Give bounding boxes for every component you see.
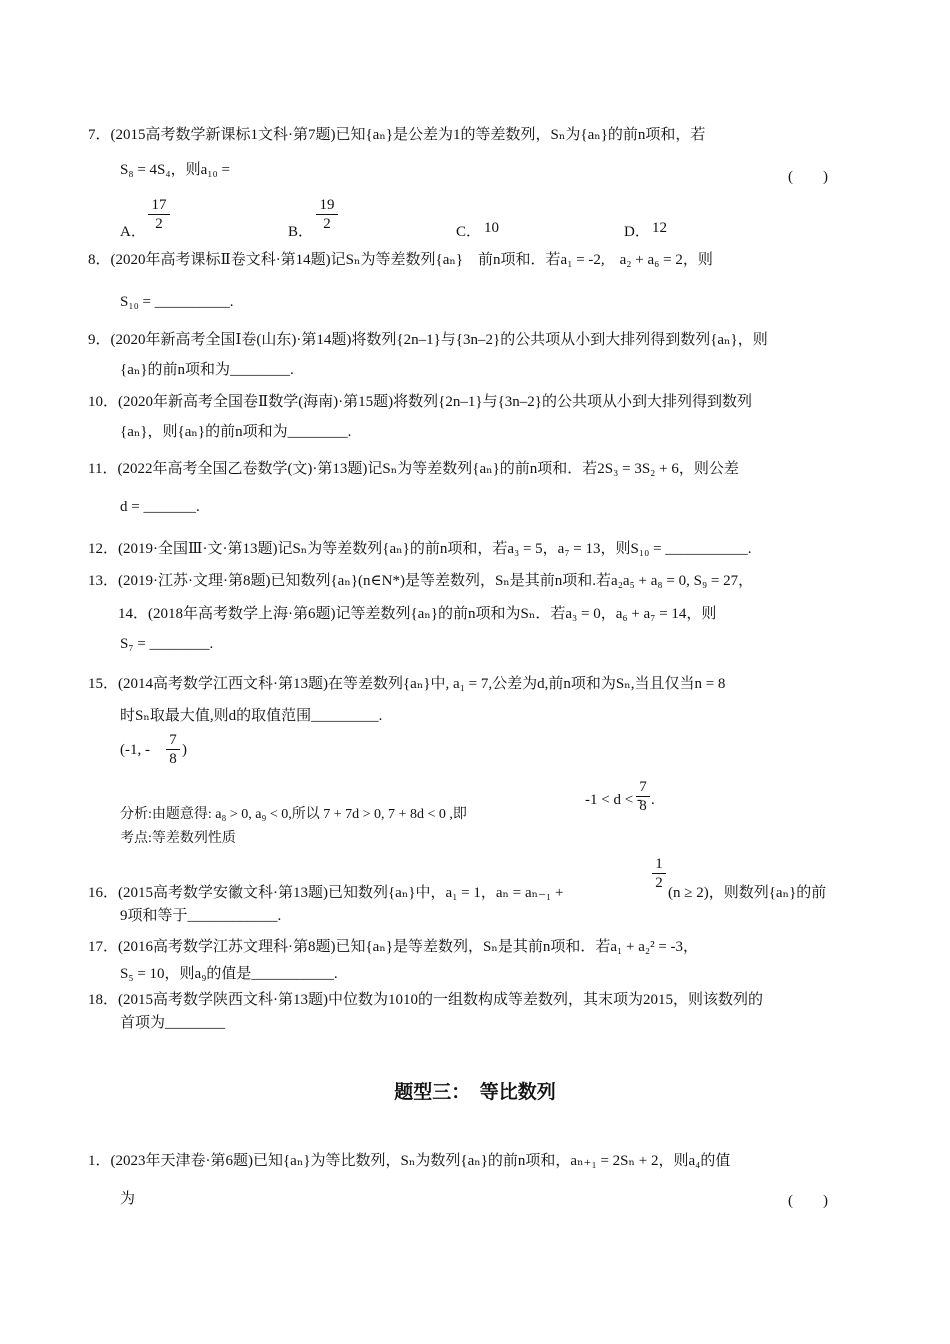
q15-line2: 时Sₙ取最大值,则d的取值范围_________. xyxy=(120,708,383,724)
q16-line2: 9项和等于____________. xyxy=(120,908,282,924)
section-title: 题型三： 等比数列 xyxy=(394,1081,556,1103)
s3-q1-answer-paren: ( ) xyxy=(788,1193,828,1209)
q15-answer-den: 8 xyxy=(169,751,177,767)
q15-analysis: 分析:由题意得: a₈ > 0, a₉ < 0,所以 7 + 7d > 0, 7 + 8d < 0 ,即 xyxy=(120,807,467,822)
q15-answer-num: 7 xyxy=(169,732,177,748)
q7-choice-d-value: 12 xyxy=(652,220,667,236)
q16-fraction xyxy=(652,855,666,892)
q10-line2: {aₙ}，则{aₙ}的前n项和为________. xyxy=(120,424,352,440)
s3-q1-line2: 为 xyxy=(120,1191,136,1207)
q7-answer-paren: ( ) xyxy=(788,169,828,185)
q7-choice-c-label: C． xyxy=(456,224,482,240)
q15-line1: 15．(2014高考数学江西文科·第13题)在等差数列{aₙ}中, a₁ = 7,公差为d,前n项和为Sₙ,当且仅当n = 8 xyxy=(88,676,726,692)
q9-line1: 9．(2020年新高考全国Ⅰ卷(山东)·第14题)将数列{2n–1}与{3n–2}的公共项从小到大排列得到数列{aₙ}，则 xyxy=(88,332,768,348)
q16-frac-num: 1 xyxy=(655,856,663,872)
q9-line2: {aₙ}的前n项和为________. xyxy=(120,362,294,378)
q15-analysis-den: 8 xyxy=(639,798,647,814)
q15-analysis-fraction xyxy=(636,778,650,815)
q8-line1: 8．(2020年高考课标Ⅱ卷文科·第14题)记Sₙ为等差数列{aₙ} 前n项和．若a₁ = -2, a₂ + a₆ = 2，则 xyxy=(88,252,713,268)
q14-line1: 14．(2018年高考数学上海·第6题)记等差数列{aₙ}的前n项和为Sₙ．若a₃ = 0，a₆ + a₇ = 14，则 xyxy=(118,606,717,622)
q15-analysis-dot: . xyxy=(651,792,655,808)
q7-line1: 7．(2015高考数学新课标1文科·第7题)已知{aₙ}是公差为1的等差数列，Sₙ为{aₙ}的前n项和，若 xyxy=(88,127,706,143)
q12-line1: 12．(2019·全国Ⅲ·文·第13题)记Sₙ为等差数列{aₙ}的前n项和，若a₃ = 5，a₇ = 13，则S₁₀ = ___________. xyxy=(88,541,752,557)
q16-frac-den: 2 xyxy=(655,875,663,891)
q18-line1: 18．(2015高考数学陕西文科·第13题)中位数为1010的一组数构成等差数列，其末项为2015，则该数列的 xyxy=(88,992,763,1008)
q15-answer-prefix: (-1, - xyxy=(120,742,150,758)
q15-answer-fraction xyxy=(166,731,180,768)
q11-line2: d = _______. xyxy=(120,499,200,515)
q7-choice-c-value: 10 xyxy=(484,220,499,236)
q7-line2: S₈ = 4S₄，则a₁₀ = xyxy=(120,162,230,178)
q14-line2: S₇ = ________. xyxy=(120,636,214,652)
q15-analysis-end: -1 < d < - xyxy=(585,792,642,808)
q7-choice-a-fraction xyxy=(148,196,170,233)
q18-line2: 首项为________ xyxy=(120,1015,226,1031)
q7-choice-a-den: 2 xyxy=(155,216,163,232)
q16-line1: 16．(2015高考数学安徽文科·第13题)已知数列{aₙ}中，a₁ = 1，aₙ = aₙ₋₁ + xyxy=(88,885,564,901)
q15-analysis-num: 7 xyxy=(639,779,647,795)
q11-line1: 11．(2022年高考全国乙卷数学(文)·第13题)记Sₙ为等差数列{aₙ}的前n项和．若2S₃ = 3S₂ + 6，则公差 xyxy=(88,461,739,477)
s3-q1-line1: 1．(2023年天津卷·第6题)已知{aₙ}为等比数列，Sₙ为数列{aₙ}的前n项和，aₙ₊₁ = 2Sₙ + 2，则a₄的值 xyxy=(88,1153,731,1169)
q15-kaodian: 考点:等差数列性质 xyxy=(120,831,236,846)
q17-line1: 17．(2016高考数学江苏文理科·第8题)已知{aₙ}是等差数列，Sₙ是其前n项和．若a₁ + a₂² = -3， xyxy=(88,939,699,955)
q7-choice-a-label: A． xyxy=(120,224,146,240)
q17-line2: S₅ = 10，则a₉的值是___________. xyxy=(120,966,338,982)
q7-choice-d-label: D． xyxy=(624,224,650,240)
q8-line2: S₁₀ = __________. xyxy=(120,294,234,310)
q7-choice-b-num: 19 xyxy=(319,197,335,213)
q15-answer-suffix: ) xyxy=(182,742,187,758)
q10-line1: 10．(2020年新高考全国卷Ⅱ数学(海南)·第15题)将数列{2n–1}与{3n–2}的公共项从小到大排列得到数列 xyxy=(88,394,752,410)
q7-choice-b-fraction xyxy=(316,196,338,233)
q13-line1: 13．(2019·江苏·文理·第8题)已知数列{aₙ}(n∈N*)是等差数列，Sₙ是其前n项和.若a₂a₅ + a₈ = 0, S₉ = 27， xyxy=(88,573,754,589)
q16-line1-end: (n ≥ 2)，则数列{aₙ}的前 xyxy=(668,885,827,901)
q7-choice-b-den: 2 xyxy=(323,216,331,232)
q7-choice-b-label: B． xyxy=(288,224,314,240)
q7-choice-a-num: 17 xyxy=(151,197,167,213)
